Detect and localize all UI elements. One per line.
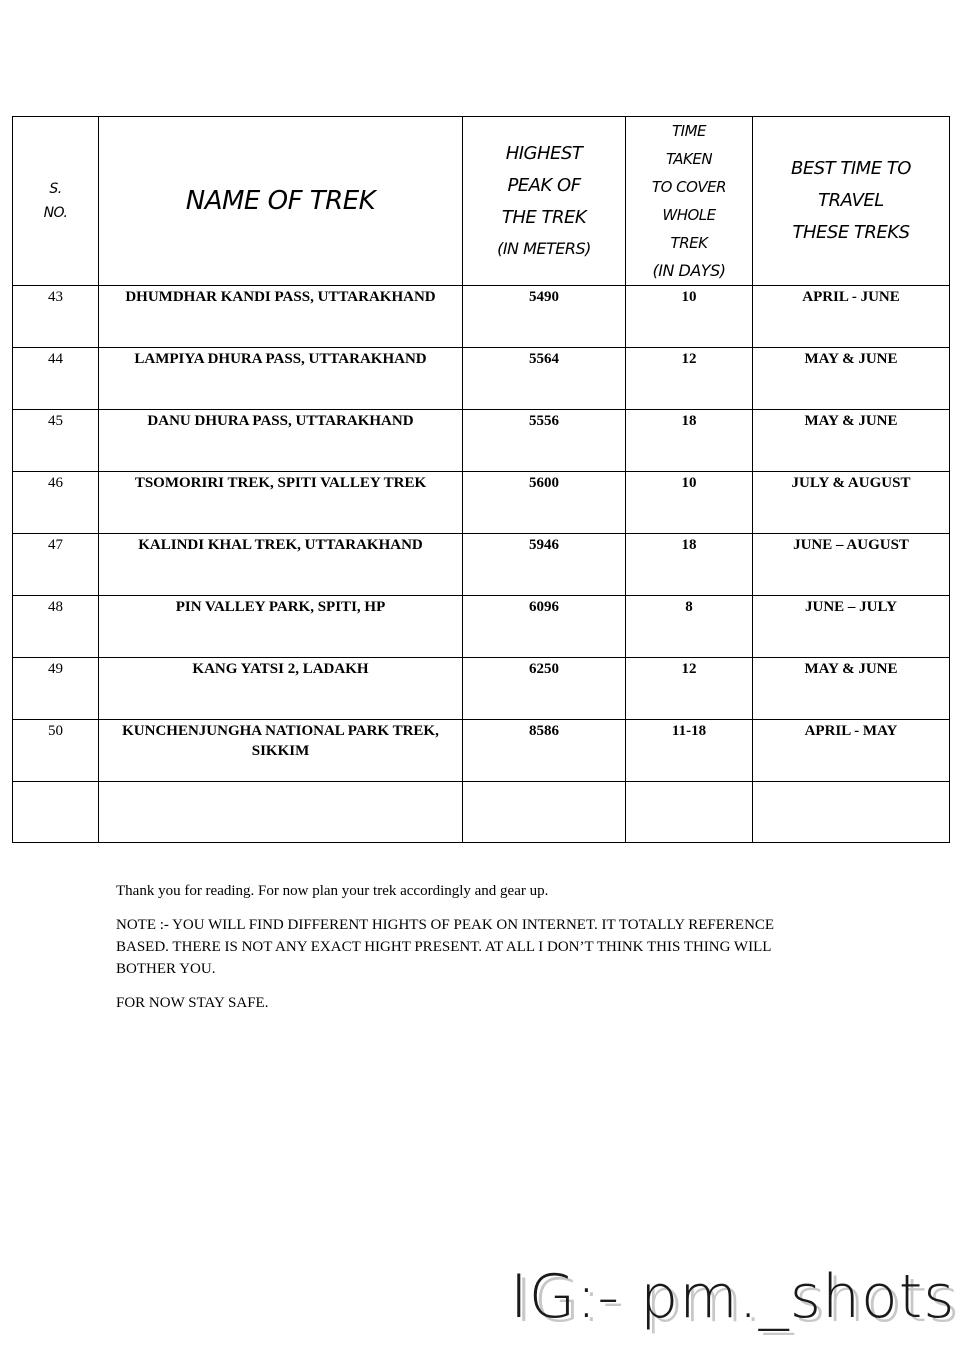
cell-best-time: JULY & AUGUST xyxy=(753,472,950,534)
cell-best-time: APRIL - MAY xyxy=(753,720,950,782)
header-serial-number xyxy=(13,117,99,286)
table-row xyxy=(13,410,950,472)
cell-days: 18 xyxy=(626,410,753,472)
header-highest-peak xyxy=(463,117,626,286)
cell-serial-number: 44 xyxy=(13,348,99,410)
cell-best-time: MAY & JUNE xyxy=(753,658,950,720)
empty-cell xyxy=(13,782,99,843)
table-row xyxy=(13,534,950,596)
empty-cell xyxy=(626,782,753,843)
cell-serial-number: 45 xyxy=(13,410,99,472)
cell-trek-name: DANU DHURA PASS, UTTARAKHAND xyxy=(99,410,463,472)
cell-serial-number: 50 xyxy=(13,720,99,782)
header-best-time xyxy=(753,117,950,286)
cell-best-time: JUNE – JULY xyxy=(753,596,950,658)
cell-trek-name: LAMPIYA DHURA PASS, UTTARAKHAND xyxy=(99,348,463,410)
table-row xyxy=(13,596,950,658)
note-text: NOTE :- YOU WILL FIND DIFFERENT HIGHTS OF PEAK ON INTERNET. IT TOTALLY REFERENCE BASED. THERE IS NOT ANY EXACT HIGHT PRESENT. AT ALL I DON’T THINK THIS THING WILL BOTHER YOU. xyxy=(116,917,775,977)
cell-days: 12 xyxy=(626,658,753,720)
cell-peak-height: 8586 xyxy=(463,720,626,782)
header-best-line: TRAVEL xyxy=(818,190,884,211)
cell-serial-number: 48 xyxy=(13,596,99,658)
header-days-line: TIME xyxy=(671,122,706,140)
header-time-taken xyxy=(626,117,753,286)
table-row xyxy=(13,658,950,720)
cell-peak-height: 6096 xyxy=(463,596,626,658)
thanks-text: Thank you for reading. For now plan your trek accordingly and gear up. xyxy=(116,883,549,899)
empty-cell xyxy=(463,782,626,843)
header-days-unit: (IN DAYS) xyxy=(652,261,726,280)
cell-best-time: JUNE – AUGUST xyxy=(753,534,950,596)
cell-days: 8 xyxy=(626,596,753,658)
cell-trek-name: KUNCHENJUNGHA NATIONAL PARK TREK, SIKKIM xyxy=(99,720,463,782)
instagram-watermark: IG:- pm._shots xyxy=(510,1262,956,1332)
table-row xyxy=(13,286,950,348)
header-sno-line: NO. xyxy=(43,205,68,221)
cell-days: 18 xyxy=(626,534,753,596)
cell-days: 10 xyxy=(626,286,753,348)
header-peak-line: THE TREK xyxy=(501,207,587,228)
header-best-line: THESE TREKS xyxy=(792,222,910,243)
cell-peak-height: 5556 xyxy=(463,410,626,472)
header-trek-name: NAME OF TREK xyxy=(99,117,463,286)
cell-peak-height: 5600 xyxy=(463,472,626,534)
header-days-line: WHOLE xyxy=(662,206,716,224)
header-days-line: TO COVER xyxy=(651,178,727,196)
table-row xyxy=(13,472,950,534)
cell-serial-number: 43 xyxy=(13,286,99,348)
cell-best-time: MAY & JUNE xyxy=(753,348,950,410)
cell-best-time: MAY & JUNE xyxy=(753,410,950,472)
empty-table-row xyxy=(13,782,950,843)
notes-section xyxy=(116,880,816,1026)
cell-best-time: APRIL - JUNE xyxy=(753,286,950,348)
header-peak-unit: (IN METERS) xyxy=(497,239,591,258)
cell-days: 12 xyxy=(626,348,753,410)
cell-serial-number: 49 xyxy=(13,658,99,720)
cell-peak-height: 6250 xyxy=(463,658,626,720)
cell-trek-name: TSOMORIRI TREK, SPITI VALLEY TREK xyxy=(99,472,463,534)
closing-text: FOR NOW STAY SAFE. xyxy=(116,995,269,1011)
table-header-row xyxy=(13,117,950,286)
cell-trek-name: KANG YATSI 2, LADAKH xyxy=(99,658,463,720)
trek-table xyxy=(12,116,950,843)
empty-cell xyxy=(753,782,950,843)
table-row xyxy=(13,720,950,782)
table-row xyxy=(13,348,950,410)
cell-trek-name: KALINDI KHAL TREK, UTTARAKHAND xyxy=(99,534,463,596)
cell-peak-height: 5564 xyxy=(463,348,626,410)
empty-cell xyxy=(99,782,463,843)
header-peak-line: PEAK OF xyxy=(507,175,581,196)
cell-days: 10 xyxy=(626,472,753,534)
cell-days: 11-18 xyxy=(626,720,753,782)
header-days-line: TAKEN xyxy=(665,150,713,168)
cell-peak-height: 5946 xyxy=(463,534,626,596)
cell-serial-number: 46 xyxy=(13,472,99,534)
header-days-line: TREK xyxy=(670,234,708,252)
header-peak-line: HIGHEST xyxy=(505,143,583,164)
cell-trek-name: DHUMDHAR KANDI PASS, UTTARAKHAND xyxy=(99,286,463,348)
header-sno-line: S. xyxy=(49,181,62,197)
cell-serial-number: 47 xyxy=(13,534,99,596)
header-best-line: BEST TIME TO xyxy=(791,158,911,179)
cell-trek-name: PIN VALLEY PARK, SPITI, HP xyxy=(99,596,463,658)
cell-peak-height: 5490 xyxy=(463,286,626,348)
